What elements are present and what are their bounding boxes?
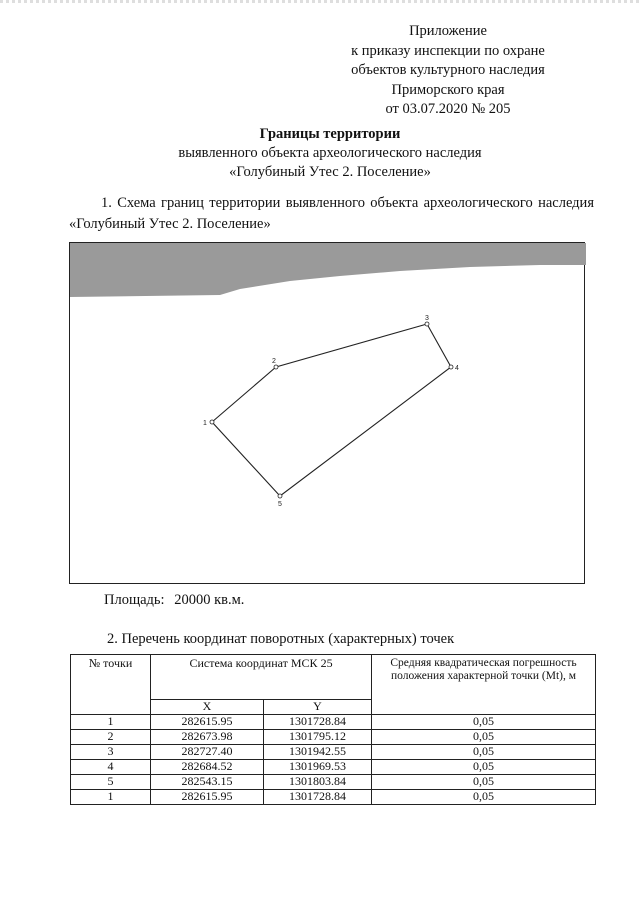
point-label: 5 bbox=[278, 501, 282, 508]
cell-x: 282727.40 bbox=[151, 745, 264, 760]
appendix-line: к приказу инспекции по охране bbox=[351, 42, 545, 59]
cell-y: 1301728.84 bbox=[264, 790, 372, 805]
cell-error: 0,05 bbox=[372, 760, 596, 775]
cell-error: 0,05 bbox=[372, 775, 596, 790]
point-label: 1 bbox=[203, 420, 207, 427]
appendix-date-line: от 03.07.2020 № 205 bbox=[385, 101, 511, 117]
cell-y: 1301795.12 bbox=[264, 730, 372, 745]
column-header-error: Средняя квадратическая погрешность положения характерной точки (Mt), м bbox=[372, 655, 596, 715]
appendix-line: Приморского края bbox=[391, 81, 505, 98]
area-value: 20000 кв.м. bbox=[174, 592, 245, 608]
scan-edge-artifact bbox=[0, 0, 640, 3]
boundary-scheme-drawing bbox=[70, 243, 586, 585]
table-row bbox=[71, 760, 596, 775]
cell-y: 1301942.55 bbox=[264, 745, 372, 760]
coordinates-table bbox=[70, 654, 596, 805]
cell-point: 2 bbox=[71, 730, 151, 745]
area-label: Площадь: bbox=[104, 592, 165, 608]
section-2-heading: 2. Перечень координат поворотных (характерных) точек bbox=[107, 631, 455, 647]
cell-error: 0,05 bbox=[372, 715, 596, 730]
table-row bbox=[71, 775, 596, 790]
cell-point: 5 bbox=[71, 775, 151, 790]
column-header-x: X bbox=[151, 700, 264, 715]
document-title bbox=[60, 125, 600, 182]
boundary-scheme bbox=[69, 242, 585, 584]
boundary-point-marker bbox=[278, 494, 282, 498]
cell-point: 4 bbox=[71, 760, 151, 775]
shaded-area bbox=[70, 243, 586, 297]
column-header-y: Y bbox=[264, 700, 372, 715]
appendix-line: Приложение bbox=[409, 23, 487, 39]
appendix-line: объектов культурного наследия bbox=[351, 62, 545, 78]
boundary-point-marker bbox=[425, 322, 429, 326]
column-header-point: № точки bbox=[71, 655, 151, 715]
cell-point: 1 bbox=[71, 715, 151, 730]
point-label: 2 bbox=[272, 358, 276, 365]
cell-y: 1301728.84 bbox=[264, 715, 372, 730]
cell-x: 282673.98 bbox=[151, 730, 264, 745]
cell-y: 1301969.53 bbox=[264, 760, 372, 775]
point-label: 4 bbox=[455, 365, 459, 372]
table-row bbox=[71, 730, 596, 745]
table-row bbox=[71, 745, 596, 760]
cell-x: 282684.52 bbox=[151, 760, 264, 775]
table-row bbox=[71, 790, 596, 805]
boundary-point-marker bbox=[274, 365, 278, 369]
cell-point: 3 bbox=[71, 745, 151, 760]
cell-error: 0,05 bbox=[372, 790, 596, 805]
cell-x: 282543.15 bbox=[151, 775, 264, 790]
title-bold-line: Границы территории bbox=[259, 126, 401, 142]
column-header-system: Система координат МСК 25 bbox=[151, 655, 372, 700]
title-line: выявленного объекта археологического наследия bbox=[178, 145, 482, 161]
boundary-point-marker bbox=[210, 420, 214, 424]
boundary-polygon bbox=[212, 324, 451, 496]
cell-error: 0,05 bbox=[372, 745, 596, 760]
cell-x: 282615.95 bbox=[151, 790, 264, 805]
point-label: 3 bbox=[425, 315, 429, 322]
cell-point: 1 bbox=[71, 790, 151, 805]
appendix-header bbox=[318, 22, 578, 120]
area-line bbox=[104, 592, 244, 609]
boundary-point-marker bbox=[449, 365, 453, 369]
cell-y: 1301803.84 bbox=[264, 775, 372, 790]
cell-x: 282615.95 bbox=[151, 715, 264, 730]
table-row bbox=[71, 715, 596, 730]
cell-error: 0,05 bbox=[372, 730, 596, 745]
section-1-heading: 1. Схема границ территории выявленного объекта археологического наследия «Голубиный Утес 2. Поселение» bbox=[69, 195, 594, 232]
title-line: «Голубиный Утес 2. Поселение» bbox=[229, 164, 431, 180]
